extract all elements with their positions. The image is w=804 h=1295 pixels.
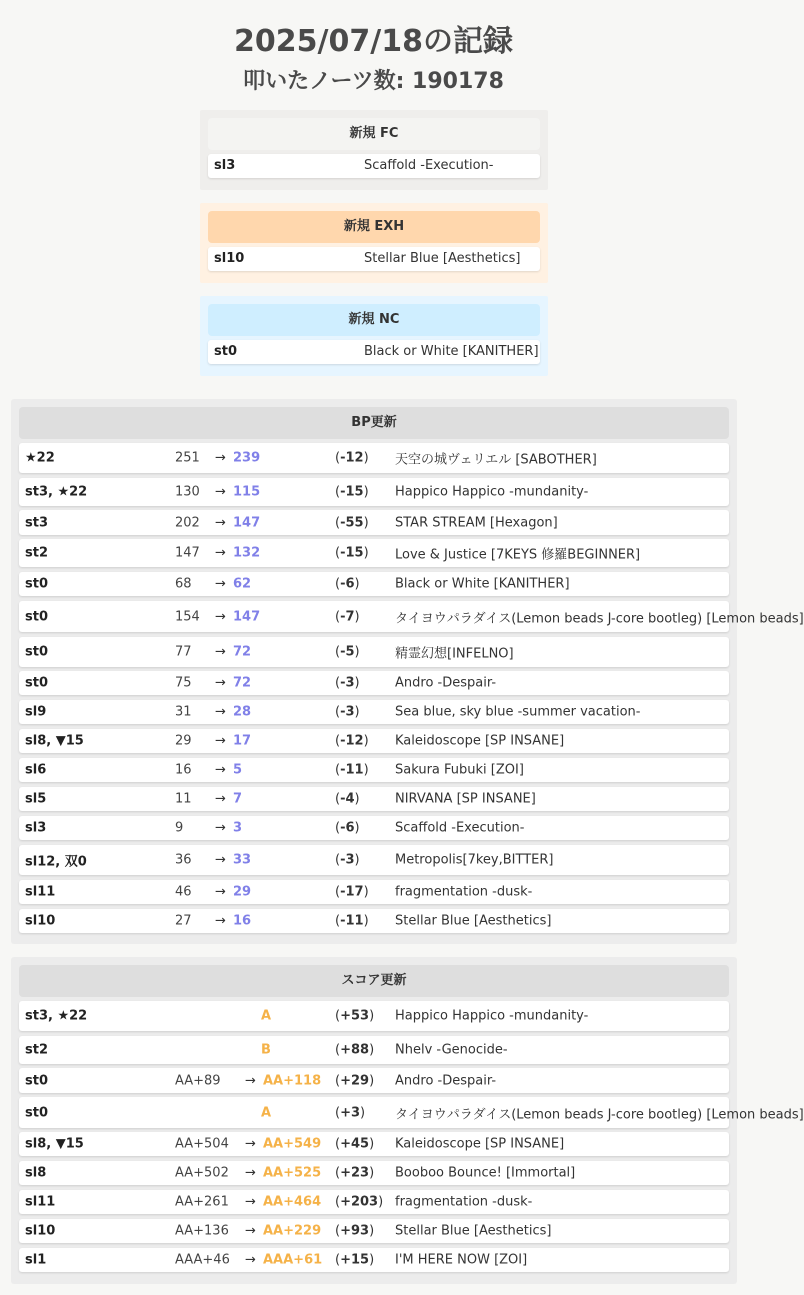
diff-number: -5 — [340, 644, 355, 660]
old-value: 154 — [175, 609, 200, 624]
list-item — [19, 880, 729, 904]
diff-value: (+3) — [335, 1105, 366, 1120]
new-value: 72 — [233, 644, 252, 660]
song-title: Scaffold -Execution- — [364, 158, 494, 173]
new-value: AA+549 — [263, 1136, 322, 1152]
level-label: sl8, ▼15 — [25, 733, 84, 749]
song-title: NIRVANA [SP INSANE] — [395, 791, 536, 807]
level-label: sl3 — [25, 820, 47, 836]
diff-number: +93 — [340, 1223, 370, 1239]
new-value: 147 — [233, 609, 261, 624]
diff-number: -3 — [340, 852, 355, 868]
song-title: Andro -Despair- — [395, 675, 497, 691]
page-title: 2025/07/18の記録 — [234, 24, 513, 59]
diff-number: -15 — [340, 484, 364, 500]
level-label: sl8, ▼15 — [25, 1136, 84, 1152]
level-label: st3, ★22 — [25, 484, 88, 500]
diff-value: (+53) — [335, 1008, 375, 1024]
old-value: 27 — [175, 913, 192, 929]
song-title: タイヨウパラダイス(Lemon beads J-core bootleg) [Lemon beads] — [395, 611, 804, 626]
level-label: st2 — [25, 545, 48, 561]
diff-value: (-3) — [335, 852, 360, 868]
level-label: st2 — [25, 1042, 48, 1058]
song-title: Happico Happico -mundanity- — [395, 484, 589, 500]
level-label: sl8 — [25, 1165, 47, 1181]
song-title: Metropolis[7key,BITTER] — [395, 852, 554, 868]
new-value: 17 — [233, 733, 252, 749]
level-label: sl5 — [25, 791, 47, 807]
list-item — [19, 729, 729, 753]
level-label: st0 — [25, 576, 48, 592]
diff-value: (-6) — [335, 576, 360, 592]
level-label: st0 — [25, 609, 48, 624]
diff-number: -55 — [340, 515, 364, 530]
song-title: fragmentation -dusk- — [395, 1194, 533, 1210]
list-item — [19, 1161, 729, 1185]
new-value: AAA+61 — [263, 1252, 323, 1268]
level-label: st0 — [25, 1105, 48, 1120]
new-value: 5 — [233, 762, 243, 778]
new-exh-row — [208, 247, 540, 271]
song-title: Stellar Blue [Aesthetics] — [395, 913, 552, 929]
level-label: sl9 — [25, 704, 47, 720]
new-value: 132 — [233, 545, 261, 561]
old-value: AA+502 — [175, 1165, 229, 1181]
bp-update-heading: BP更新 — [19, 407, 729, 439]
arrow-icon: → — [215, 515, 226, 530]
song-title: I'M HERE NOW [ZOI] — [395, 1252, 528, 1268]
diff-number: -11 — [340, 762, 364, 778]
old-value: 29 — [175, 733, 192, 749]
diff-number: +88 — [340, 1042, 370, 1058]
old-value: 9 — [175, 820, 184, 836]
arrow-icon: → — [215, 450, 226, 466]
song-title: Nhelv -Genocide- — [395, 1042, 508, 1058]
arrow-icon: → — [215, 576, 226, 592]
diff-value: (+93) — [335, 1223, 375, 1239]
new-value: AA+229 — [263, 1223, 322, 1239]
list-item — [19, 478, 729, 506]
diff-number: -6 — [340, 820, 355, 836]
new-grade: A — [261, 1008, 272, 1024]
notes-count: 叩いたノーツ数: 190178 — [243, 69, 504, 94]
new-grade: B — [261, 1042, 271, 1058]
arrow-icon: → — [215, 762, 226, 778]
score-update-section — [11, 957, 804, 1284]
new-fc-box — [200, 110, 548, 190]
diff-value: (-17) — [335, 884, 369, 900]
diff-number: -7 — [340, 609, 355, 624]
song-title: Kaleidoscope [SP INSANE] — [395, 1136, 565, 1152]
new-value: 3 — [233, 820, 243, 836]
list-item — [19, 758, 729, 782]
new-exh-heading: 新規 EXH — [208, 211, 540, 243]
new-value: AA+525 — [263, 1165, 322, 1181]
new-value: 7 — [233, 791, 243, 807]
list-item — [19, 1068, 729, 1093]
song-title: Stellar Blue [Aesthetics] — [395, 1223, 552, 1239]
list-item — [19, 1097, 804, 1128]
new-nc-box — [200, 296, 548, 376]
level-label: sl1 — [25, 1252, 47, 1268]
new-value: 115 — [233, 484, 261, 500]
arrow-icon: → — [215, 884, 226, 900]
diff-number: -12 — [340, 733, 364, 749]
diff-number: +53 — [340, 1008, 370, 1024]
diff-number: -15 — [340, 545, 364, 561]
diff-value: (-4) — [335, 791, 360, 807]
new-value: 29 — [233, 884, 252, 900]
list-item — [19, 601, 804, 632]
level-label: sl6 — [25, 762, 47, 778]
level-label: st3 — [25, 515, 48, 530]
diff-number: -12 — [340, 450, 364, 466]
list-item — [19, 539, 729, 567]
arrow-icon: → — [215, 852, 226, 868]
new-value: AA+118 — [263, 1073, 322, 1088]
list-item — [19, 1190, 729, 1214]
old-value: 75 — [175, 675, 192, 691]
level-label: st0 — [25, 675, 48, 691]
song-title: 天空の城ヴェリエル [SABOTHER] — [395, 452, 597, 468]
old-value: AA+261 — [175, 1194, 229, 1210]
level-label: st3, ★22 — [25, 1008, 88, 1024]
song-title: Scaffold -Execution- — [395, 820, 525, 836]
old-value: 46 — [175, 884, 192, 900]
arrow-icon: → — [245, 1073, 256, 1088]
new-value: 28 — [233, 704, 252, 720]
song-title: Booboo Bounce! [Immortal] — [395, 1165, 576, 1181]
old-value: 202 — [175, 515, 200, 530]
diff-value: (-12) — [335, 733, 369, 749]
song-title: STAR STREAM [Hexagon] — [395, 515, 558, 530]
song-title: Black or White [KANITHER] — [364, 344, 539, 359]
level-label: sl11 — [25, 1194, 56, 1210]
list-item — [19, 1132, 729, 1156]
list-item — [19, 1248, 729, 1272]
old-value: AA+89 — [175, 1073, 221, 1088]
song-title: 精霊幻想[INFELNO] — [395, 646, 514, 662]
diff-value: (-6) — [335, 820, 360, 836]
song-title: Kaleidoscope [SP INSANE] — [395, 733, 565, 749]
diff-value: (-5) — [335, 644, 360, 660]
diff-value: (-55) — [335, 515, 369, 530]
list-item — [19, 1219, 729, 1243]
diff-value: (-7) — [335, 609, 360, 624]
level-label: st0 — [25, 644, 48, 660]
song-title: Happico Happico -mundanity- — [395, 1008, 589, 1024]
list-item — [19, 443, 729, 473]
arrow-icon: → — [215, 484, 226, 500]
diff-number: +29 — [340, 1073, 370, 1088]
diff-value: (+45) — [335, 1136, 375, 1152]
old-value: AAA+46 — [175, 1252, 230, 1268]
level-label: sl10 — [214, 251, 245, 266]
list-item — [19, 572, 729, 596]
diff-value: (-11) — [335, 913, 369, 929]
diff-value: (+88) — [335, 1042, 375, 1058]
diff-number: +203 — [340, 1194, 379, 1210]
list-item — [19, 510, 729, 535]
old-value: 77 — [175, 644, 192, 660]
arrow-icon: → — [215, 913, 226, 929]
new-fc-heading: 新規 FC — [208, 118, 540, 150]
song-title: Black or White [KANITHER] — [395, 576, 570, 592]
list-item — [19, 909, 729, 933]
old-value: 31 — [175, 704, 192, 720]
list-item — [19, 671, 729, 695]
arrow-icon: → — [215, 675, 226, 691]
diff-value: (+203) — [335, 1194, 384, 1210]
list-item — [19, 637, 729, 667]
old-value: 16 — [175, 762, 192, 778]
list-item — [19, 845, 729, 875]
new-nc-row — [208, 340, 540, 364]
level-label: sl12, 双0 — [25, 854, 87, 870]
old-value: 11 — [175, 791, 192, 807]
arrow-icon: → — [245, 1194, 256, 1210]
old-value: 36 — [175, 852, 192, 868]
old-value: 68 — [175, 576, 192, 592]
song-title: Stellar Blue [Aesthetics] — [364, 251, 521, 266]
diff-number: -3 — [340, 704, 355, 720]
song-title: fragmentation -dusk- — [395, 884, 533, 900]
diff-value: (+29) — [335, 1073, 375, 1088]
diff-value: (-15) — [335, 484, 369, 500]
diff-number: -6 — [340, 576, 355, 592]
diff-number: +15 — [340, 1252, 370, 1268]
level-label: ★22 — [25, 450, 55, 466]
old-value: AA+504 — [175, 1136, 229, 1152]
old-value: 251 — [175, 450, 200, 466]
new-value: 33 — [233, 852, 252, 868]
diff-value: (-3) — [335, 675, 360, 691]
diff-value: (-15) — [335, 545, 369, 561]
arrow-icon: → — [215, 791, 226, 807]
song-title: タイヨウパラダイス(Lemon beads J-core bootleg) [Lemon beads] — [395, 1107, 804, 1122]
song-title: Sakura Fubuki [ZOI] — [395, 762, 524, 778]
arrow-icon: → — [215, 820, 226, 836]
old-value: AA+136 — [175, 1223, 229, 1239]
level-label: sl10 — [25, 913, 56, 929]
song-title: Andro -Despair- — [395, 1073, 497, 1088]
new-fc-row — [208, 154, 540, 178]
diff-number: +3 — [340, 1105, 361, 1120]
diff-value: (+15) — [335, 1252, 375, 1268]
diff-number: -4 — [340, 791, 355, 807]
diff-number: +23 — [340, 1165, 370, 1181]
arrow-icon: → — [215, 609, 226, 624]
diff-number: -11 — [340, 913, 364, 929]
level-label: sl11 — [25, 884, 56, 900]
diff-value: (-12) — [335, 450, 369, 466]
old-value: 147 — [175, 545, 200, 561]
new-value: 147 — [233, 515, 261, 530]
level-label: sl10 — [25, 1223, 56, 1239]
new-value: 239 — [233, 450, 261, 466]
diff-value: (-3) — [335, 704, 360, 720]
arrow-icon: → — [245, 1165, 256, 1181]
new-value: AA+464 — [263, 1194, 322, 1210]
diff-value: (-11) — [335, 762, 369, 778]
level-label: st0 — [214, 344, 237, 359]
diff-number: +45 — [340, 1136, 370, 1152]
list-item — [19, 700, 729, 724]
old-value: 130 — [175, 484, 200, 500]
song-title: Sea blue, sky blue -summer vacation- — [395, 704, 641, 720]
diff-number: -3 — [340, 675, 355, 691]
level-label: st0 — [25, 1073, 48, 1088]
bp-update-section — [11, 399, 804, 944]
arrow-icon: → — [215, 704, 226, 720]
diff-value: (+23) — [335, 1165, 375, 1181]
list-item — [19, 816, 729, 840]
arrow-icon: → — [215, 644, 226, 660]
arrow-icon: → — [245, 1252, 256, 1268]
list-item — [19, 1036, 729, 1064]
list-item — [19, 1001, 729, 1031]
new-value: 72 — [233, 675, 252, 691]
new-value: 16 — [233, 913, 252, 929]
arrow-icon: → — [245, 1223, 256, 1239]
list-item — [19, 787, 729, 811]
new-value: 62 — [233, 576, 252, 592]
new-grade: A — [261, 1105, 272, 1120]
new-exh-box — [200, 203, 548, 283]
level-label: sl3 — [214, 158, 236, 173]
new-nc-heading: 新規 NC — [208, 304, 540, 336]
arrow-icon: → — [245, 1136, 256, 1152]
arrow-icon: → — [215, 545, 226, 561]
score-update-heading: スコア更新 — [19, 965, 729, 997]
arrow-icon: → — [215, 733, 226, 749]
diff-number: -17 — [340, 884, 364, 900]
song-title: Love & Justice [7KEYS 修羅BEGINNER] — [395, 547, 641, 563]
